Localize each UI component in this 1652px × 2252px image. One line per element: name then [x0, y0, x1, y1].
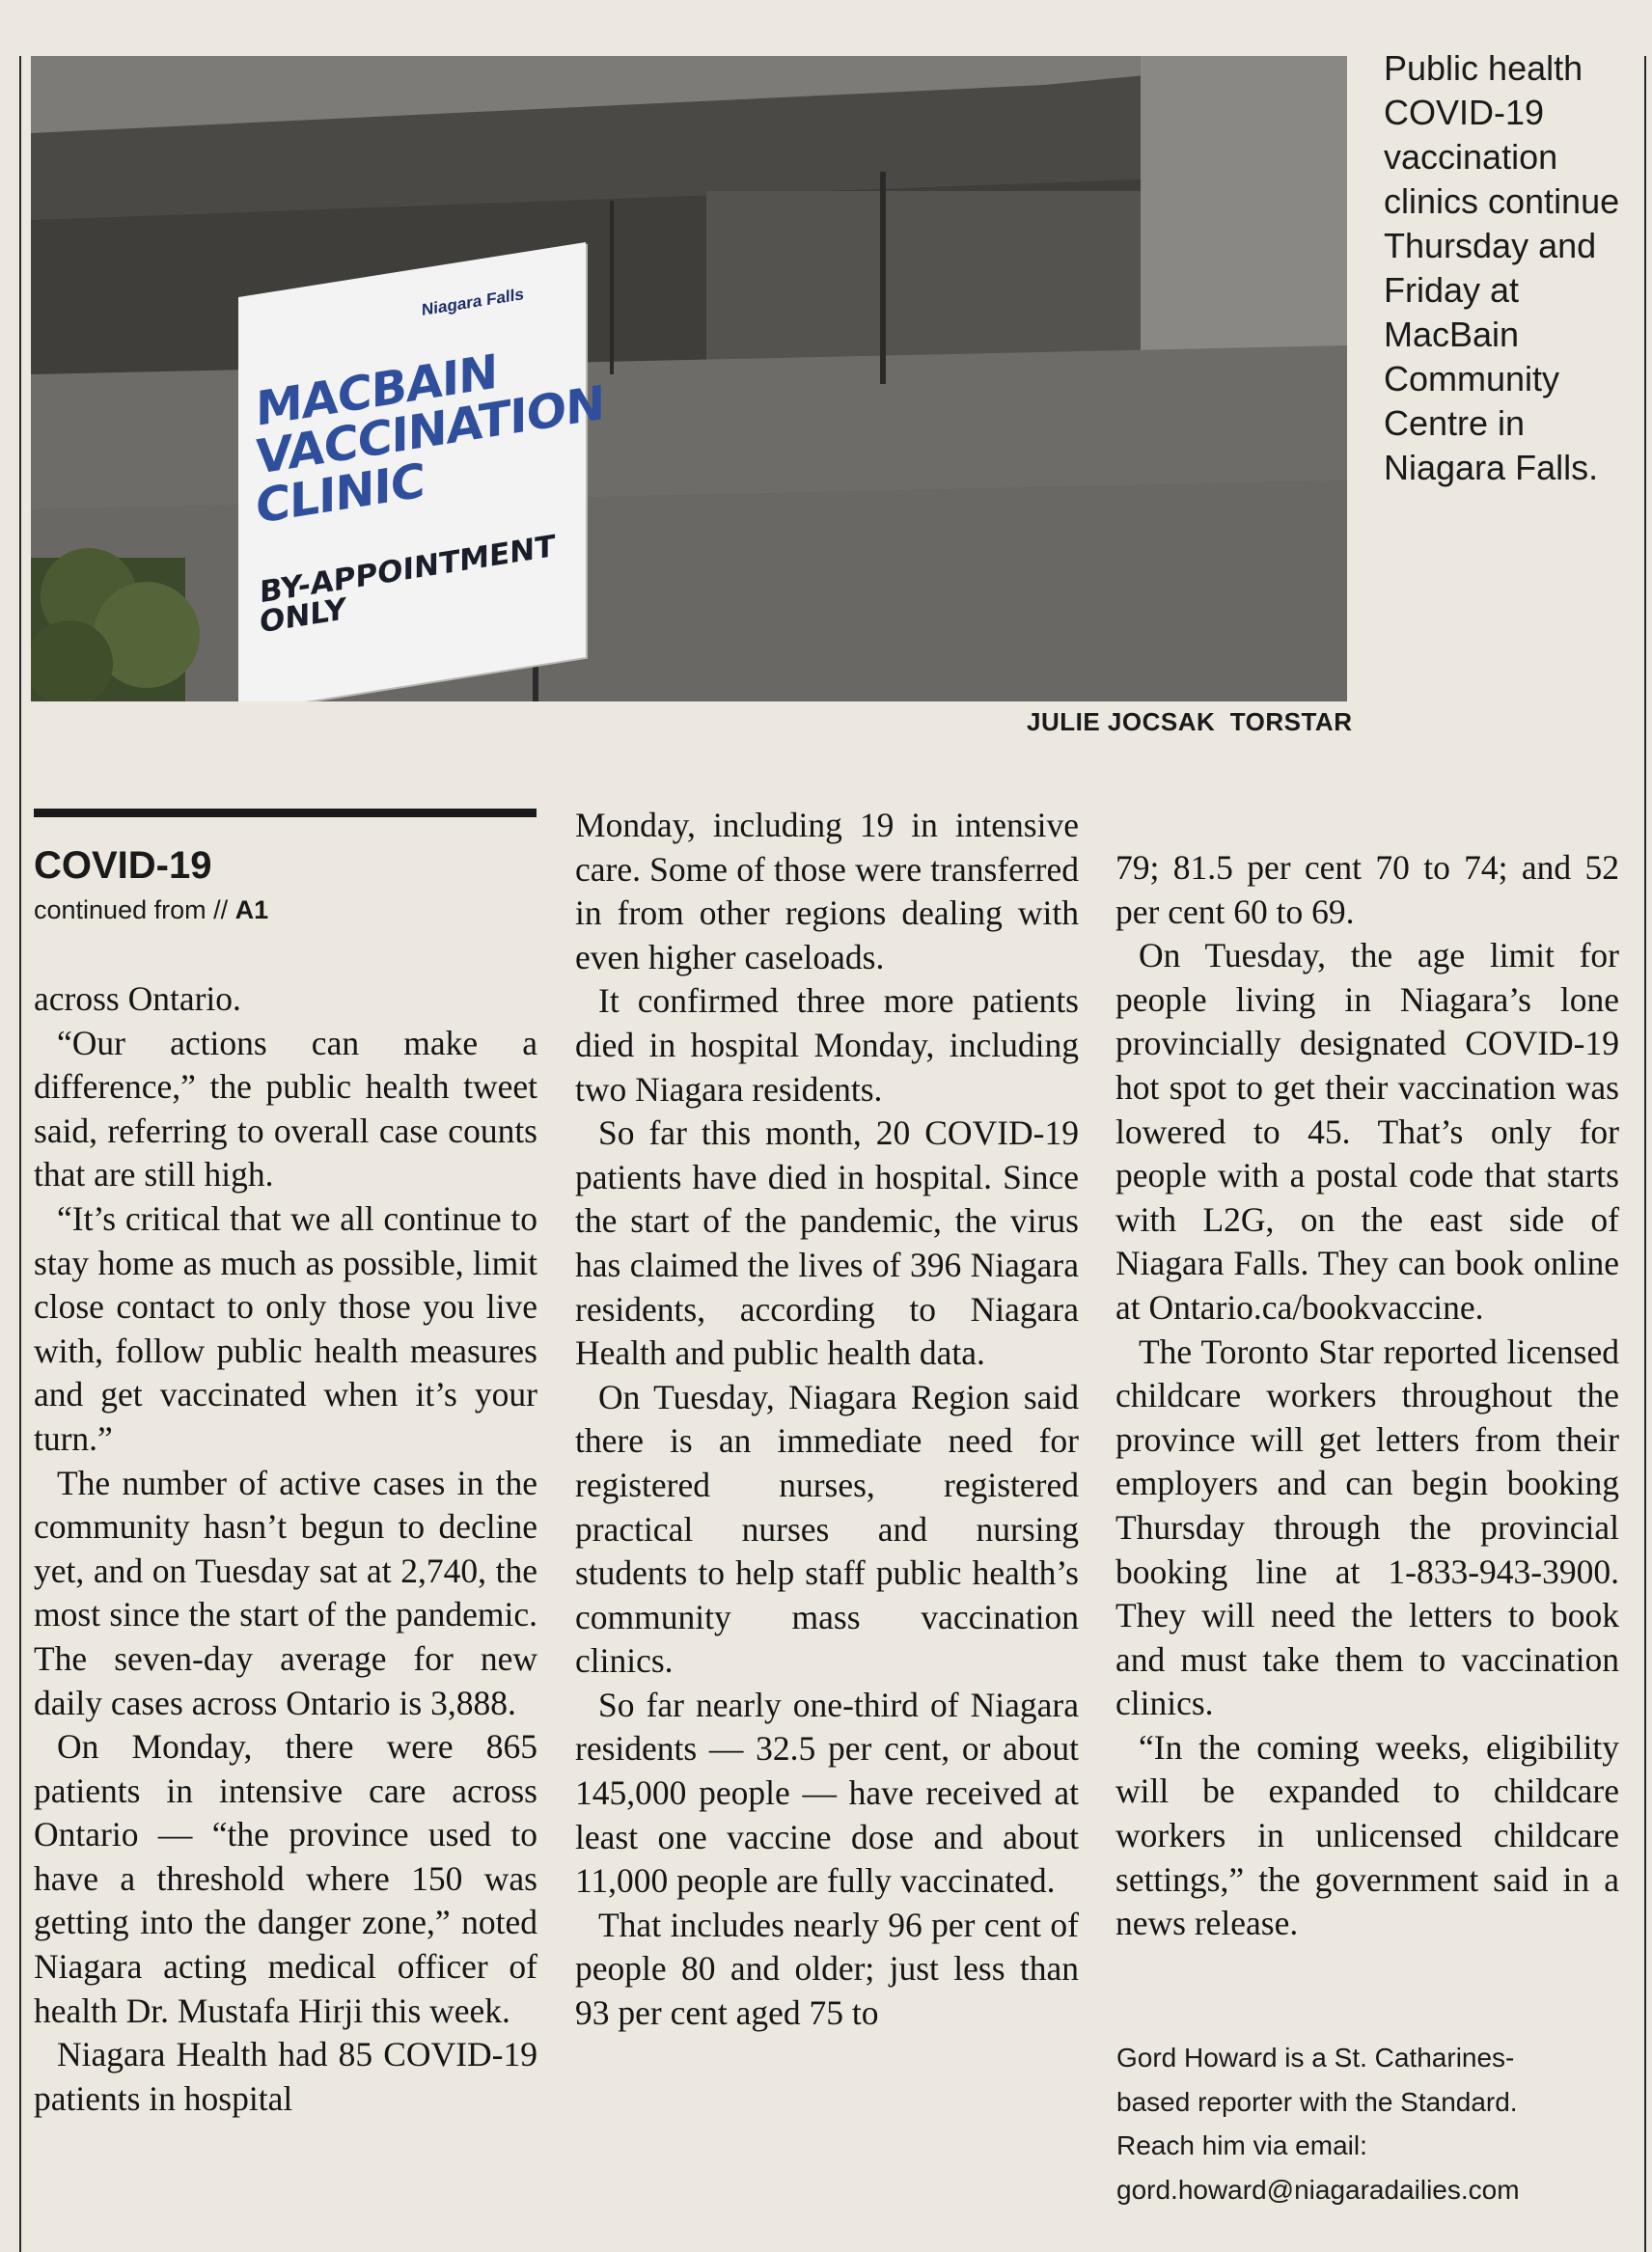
paragraph: So far nearly one-third of Niagara residents — 32.5 per cent, or about 145,000 people — have received at least one vaccine dose and about 11,000 people are fully vaccinated.: [575, 1685, 1079, 1901]
bio-line: based reporter with the Standard.: [1116, 2086, 1518, 2117]
paragraph: On Tuesday, the age limit for people living in Niagara’s lone provincially designated COVID-19 hot spot to get their vaccination was lowered to 45. That’s only for people with a postal code that starts with L2G, on the east side of Niagara Falls. They can book online at Ontario.ca/bookvaccine.: [1115, 936, 1619, 1327]
author-email: gord.howard@niagaradailies.com: [1116, 2174, 1520, 2205]
photo-credit: JULIE JOCSAK TORSTAR: [1027, 707, 1353, 736]
paragraph: Niagara Health had 85 COVID-19 patients in hospital: [34, 2035, 537, 2118]
continued-page: A1: [234, 895, 269, 924]
paragraph: Monday, including 19 in intensive care. Some of those were transferred in from other regions dealing with even higher caseloads.: [575, 806, 1079, 976]
author-bio: [1116, 2036, 1638, 2211]
paragraph: The Toronto Star reported licensed childcare workers throughout the province will get letters from their employers and can begin booking Thursday through the provincial booking line at 1-833-943-3900. They will need the letters to book and must take them to vaccination clinics.: [1115, 1332, 1619, 1723]
paragraph: It confirmed three more patients died in hospital Monday, including two Niagara residents.: [575, 981, 1079, 1109]
paragraph: On Monday, there were 865 patients in intensive care across Ontario — “the province used to have a threshold where 150 was getting into the danger zone,” noted Niagara acting medical officer of health Dr. Mustafa Hirji this week.: [34, 1727, 537, 2030]
paragraph: On Tuesday, Niagara Region said there is an immediate need for registered nurses, registered practical nurses and nursing students to help staff public health’s community mass vaccination clinics.: [575, 1377, 1079, 1681]
clinic-sign: [238, 242, 605, 701]
clinic-building-scene: [31, 56, 1347, 701]
article-photo: [31, 56, 1347, 701]
paragraph: “In the coming weeks, eligibility will be expanded to childcare workers in unlicensed childcare settings,” the government said in a news release.: [1115, 1727, 1619, 1943]
continued-prefix: continued from //: [34, 895, 235, 924]
paragraph: So far this month, 20 COVID-19 patients have died in hospital. Since the start of the pandemic, the virus has claimed the lives of 396 Niagara residents, according to Niagara Health and public health data.: [575, 1113, 1079, 1373]
sign-title: MACBAIN VACCINATION CLINIC: [256, 343, 605, 536]
bio-line: Gord Howard is a St. Catharines-: [1116, 2043, 1515, 2073]
paragraph: 79; 81.5 per cent 70 to 74; and 52 per cent 60 to 69.: [1115, 848, 1619, 931]
article-column-2: [575, 804, 1079, 2036]
page-right-rule: [1644, 56, 1646, 2252]
paragraph: “Our actions can make a difference,” the public health tweet said, referring to overall case counts that are still high.: [34, 1023, 537, 1195]
sign-subtitle: BY-APPOINTMENT ONLY: [260, 529, 556, 641]
sign-brand-logo: Niagara Falls: [422, 285, 524, 319]
paragraph: “It’s critical that we all continue to stay home as much as possible, limit close contact to only those you live with, follow public health measures and get vaccinated when it’s your turn.”: [34, 1198, 537, 1458]
paragraph: That includes nearly 96 per cent of people 80 and older; just less than 93 per cent aged 75 to: [575, 1905, 1079, 2033]
continued-from-line: [34, 895, 268, 925]
paragraph: The number of active cases in the community hasn’t begun to decline yet, and on Tuesday sat at 2,740, the most since the start of the pandemic. The seven-day average for new daily cases across Ontario is 3,888.: [34, 1463, 537, 1722]
article-column-1: [34, 977, 537, 2121]
photo-caption: Public health COVID-19 vaccination clinics continue Thursday and Friday at MacBain Community Centre in Niagara Falls.: [1384, 48, 1620, 487]
bio-line: Reach him via email:: [1116, 2130, 1367, 2161]
article-column-3: [1115, 846, 1619, 1946]
article-kicker: COVID-19: [34, 844, 212, 887]
section-rule: [34, 809, 537, 817]
page-left-rule: [19, 56, 21, 2252]
paragraph: across Ontario.: [34, 979, 241, 1018]
